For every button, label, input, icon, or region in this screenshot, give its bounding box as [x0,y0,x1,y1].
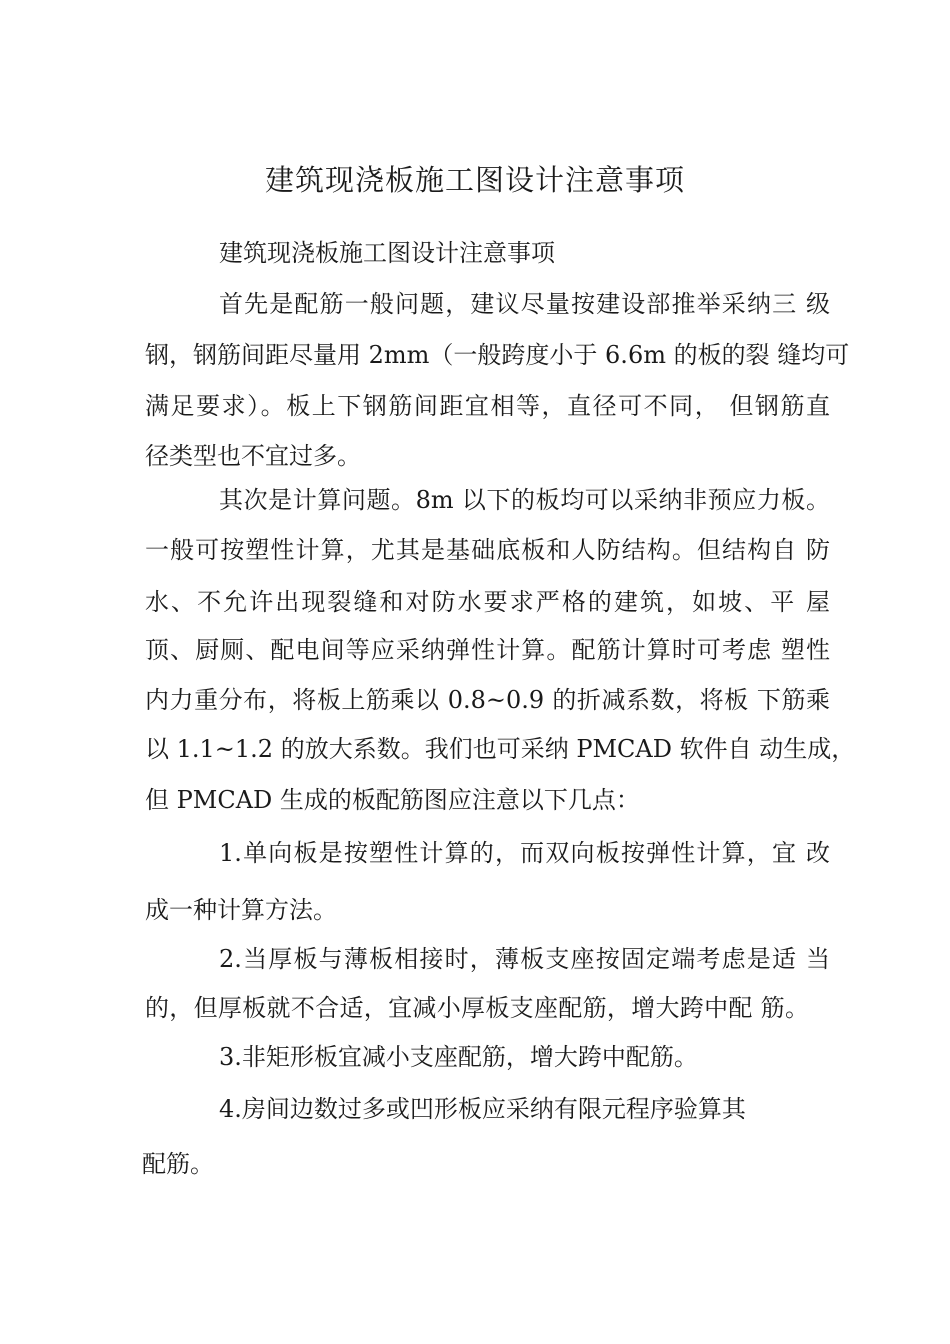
text-line: 一般可按塑性计算，尤其是基础底板和人防结构。但结构自 防 [145,536,830,564]
text-line: 水、不允许出现裂缝和对防水要求严格的建筑，如坡、平 屋 [145,588,830,616]
document-title: 建筑现浇板施工图设计注意事项 [264,163,685,197]
text-line: 但 PMCAD 生成的板配筋图应注意以下几点： [145,786,640,814]
list-item: 4.房间边数过多或凹形板应采纳有限元程序验算其 [219,1095,746,1123]
list-item: 1.单向板是按塑性计算的，而双向板按弹性计算，宜 改 [219,839,830,867]
text-line: 径类型也不宜过多。 [145,442,361,470]
text-line: 其次是计算问题。8m 以下的板均可以采纳非预应力板。 [219,486,830,514]
list-item: 2.当厚板与薄板相接时，薄板支座按固定端考虑是适 当 [219,945,830,973]
text-line: 内力重分布，将板上筋乘以 0.8~0.9 的折减系数，将板 下筋乘 [145,686,830,714]
text-line: 顶、厨厕、配电间等应采纳弹性计算。配筋计算时可考虑 塑性 [145,636,830,664]
list-item: 3.非矩形板宜减小支座配筋，增大跨中配筋。 [219,1043,698,1071]
text-line: 首先是配筋一般问题，建议尽量按建设部推举采纳三 级 [219,290,830,318]
list-item-continuation: 的，但厚板就不合适，宜减小厚板支座配筋，增大跨中配 筋。 [145,994,809,1022]
text-line: 钢，钢筋间距尽量用 2mm（一般跨度小于 6.6m 的板的裂 缝均可 [145,341,850,369]
text-line: 以 1.1~1.2 的放大系数。我们也可采纳 PMCAD 软件自 动生成， [145,735,856,763]
document-subtitle: 建筑现浇板施工图设计注意事项 [219,239,555,267]
list-item-continuation: 成一种计算方法。 [145,896,337,924]
text-line: 满足要求）。板上下钢筋间距宜相等，直径可不同， 但钢筋直 [145,392,830,420]
list-item-continuation: 配筋。 [142,1150,214,1178]
